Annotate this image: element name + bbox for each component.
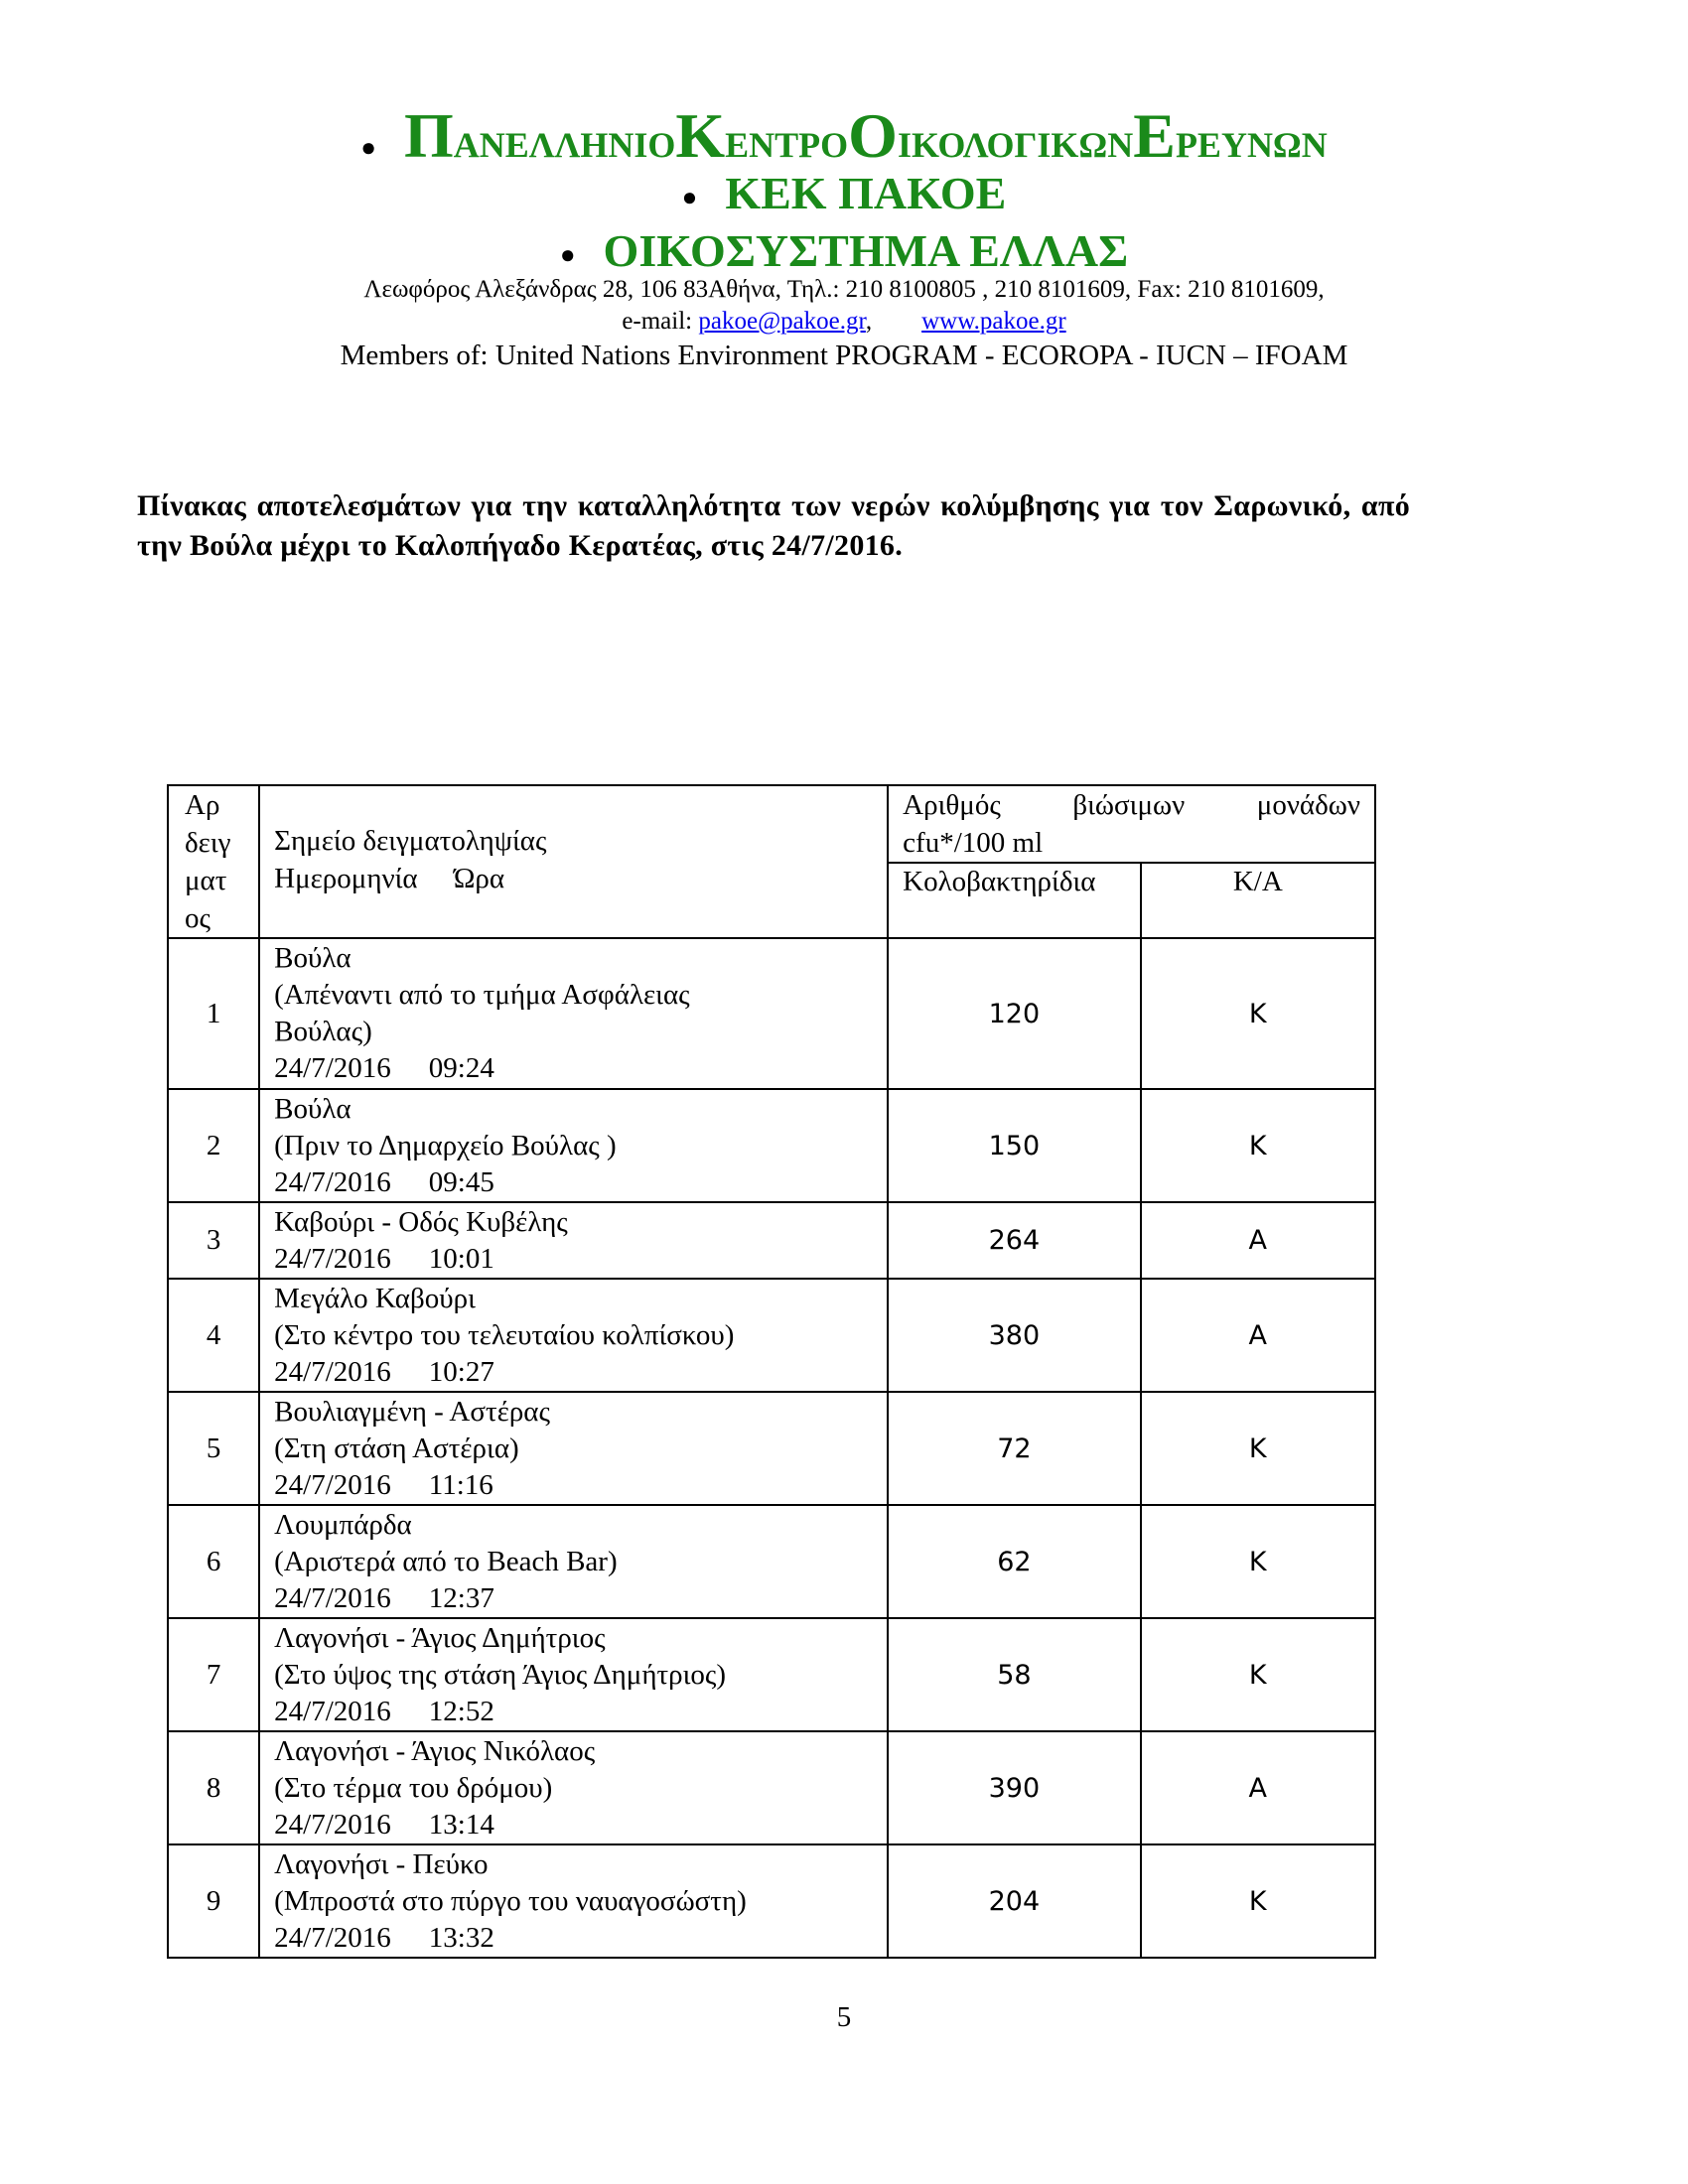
suitability-cell: Α bbox=[1141, 1279, 1375, 1392]
date-time-line bbox=[274, 1920, 887, 1957]
location-line: (Στη στάση Αστέρια) bbox=[274, 1432, 519, 1464]
table-row bbox=[168, 938, 1375, 1089]
coliform-value-cell: 72 bbox=[888, 1392, 1140, 1505]
sample-date: 24/7/2016 bbox=[274, 1808, 391, 1841]
location-line: (Στο κέντρο του τελευταίου κολπίσκου) bbox=[274, 1318, 735, 1351]
sample-number-cell: 9 bbox=[168, 1844, 259, 1958]
location-line: Καβούρι - Οδός Κυβέλης bbox=[274, 1205, 568, 1238]
location-line: (Στο τέρμα του δρόμου) bbox=[274, 1771, 553, 1804]
sample-number-cell: 7 bbox=[168, 1618, 259, 1731]
coliform-value-cell: 58 bbox=[888, 1618, 1140, 1731]
sample-number-cell: 8 bbox=[168, 1731, 259, 1844]
results-body bbox=[168, 938, 1375, 1958]
sample-number-cell: 6 bbox=[168, 1505, 259, 1618]
location-line: Μεγάλο Καβούρι bbox=[274, 1282, 476, 1314]
document-title: Πίνακας αποτελεσμάτων για την καταλληλότητα των νερών κολύμβησης για τον Σαρωνικό, από την Βούλα μέχρι το Καλοπήγαδο Κερατέας, στις 24/7/2016. bbox=[137, 489, 1410, 562]
sample-date: 24/7/2016 bbox=[274, 1695, 391, 1727]
table-row bbox=[168, 1505, 1375, 1618]
date-time-line bbox=[274, 1694, 887, 1730]
sampling-point-cell bbox=[259, 1089, 888, 1202]
location-line: (Στο ύψος της στάση Άγιος Δημήτριος) bbox=[274, 1658, 727, 1691]
sample-number-cell: 3 bbox=[168, 1202, 259, 1279]
suitability-cell: Κ bbox=[1141, 1505, 1375, 1618]
date-time-line bbox=[274, 1807, 887, 1843]
sampling-point-cell bbox=[259, 1618, 888, 1731]
kek-pakoe-heading: ● ΚΕΚ ΠΑΚΟΕ bbox=[681, 168, 1007, 218]
date-time-line bbox=[274, 1467, 887, 1504]
suitability-cell: Κ bbox=[1141, 1844, 1375, 1958]
location-line: Λουμπάρδα bbox=[274, 1508, 412, 1541]
bullet-icon: ● bbox=[681, 183, 698, 212]
sample-date: 24/7/2016 bbox=[274, 1468, 391, 1501]
sample-time: 09:45 bbox=[428, 1165, 494, 1198]
header-coliforms: Κολοβακτηρίδια bbox=[888, 863, 1140, 938]
location-line: Λαγονήσι - Άγιος Δημήτριος bbox=[274, 1621, 606, 1654]
sample-number-cell: 5 bbox=[168, 1392, 259, 1505]
sample-time: 11:16 bbox=[428, 1468, 493, 1501]
location-line: Βούλα bbox=[274, 1092, 352, 1125]
coliform-value-cell: 150 bbox=[888, 1089, 1140, 1202]
bullet-icon: ● bbox=[559, 240, 576, 270]
coliform-value-cell: 264 bbox=[888, 1202, 1140, 1279]
sample-date: 24/7/2016 bbox=[274, 1355, 391, 1388]
sampling-point-cell bbox=[259, 1731, 888, 1844]
suitability-cell: Κ bbox=[1141, 1618, 1375, 1731]
date-time-line bbox=[274, 1354, 887, 1391]
table-row bbox=[168, 1279, 1375, 1392]
sampling-point-cell bbox=[259, 1202, 888, 1279]
coliform-value-cell: 390 bbox=[888, 1731, 1140, 1844]
coliform-value-cell: 204 bbox=[888, 1844, 1140, 1958]
coliform-value-cell: 120 bbox=[888, 938, 1140, 1089]
members-line: Members of: United Nations Environment PROGRAM - ECOROPA - IUCN – IFOAM bbox=[340, 340, 1348, 371]
bullet-icon: ● bbox=[360, 132, 376, 162]
header-ka: Κ/Α bbox=[1141, 863, 1375, 938]
suitability-cell: Α bbox=[1141, 1202, 1375, 1279]
sample-time: 09:24 bbox=[428, 1052, 494, 1084]
coliform-value-cell: 62 bbox=[888, 1505, 1140, 1618]
sample-date: 24/7/2016 bbox=[274, 1165, 391, 1198]
date-time-line bbox=[274, 1580, 887, 1617]
location-line: Βούλας) bbox=[274, 1016, 372, 1047]
date-time-line bbox=[274, 1164, 887, 1201]
date-time-line bbox=[274, 1241, 887, 1278]
location-line: Λαγονήσι - Πεύκο bbox=[274, 1847, 489, 1880]
sample-time: 10:01 bbox=[428, 1242, 494, 1275]
sample-number-cell: 2 bbox=[168, 1089, 259, 1202]
sample-date: 24/7/2016 bbox=[274, 1052, 391, 1084]
sample-time: 10:27 bbox=[428, 1355, 494, 1388]
website-link[interactable]: www.pakoe.gr bbox=[921, 308, 1066, 335]
sampling-point-cell bbox=[259, 1279, 888, 1392]
suitability-cell: Κ bbox=[1141, 938, 1375, 1089]
suitability-cell: Α bbox=[1141, 1731, 1375, 1844]
sample-date: 24/7/2016 bbox=[274, 1242, 391, 1275]
date-time-line bbox=[274, 1050, 887, 1087]
location-line: (Πριν το Δημαρχείο Βούλας ) bbox=[274, 1129, 617, 1161]
sample-date: 24/7/2016 bbox=[274, 1921, 391, 1954]
sample-number-cell: 4 bbox=[168, 1279, 259, 1392]
table-row bbox=[168, 1618, 1375, 1731]
sample-number-cell: 1 bbox=[168, 938, 259, 1089]
address-line: Λεωφόρος Αλεξάνδρας 28, 106 83Αθήνα, Τηλ.: 210 8100805 , 210 8101609, Fax: 210 8101609, bbox=[363, 276, 1325, 303]
sample-time: 13:14 bbox=[428, 1808, 494, 1841]
header-viable-units: Αριθμός βιώσιμων μονάδων cfu*/100 ml bbox=[888, 785, 1375, 863]
email-line: e-mail: pakoe@pakoe.gr, www.pakoe.gr bbox=[622, 308, 1066, 335]
sampling-point-cell bbox=[259, 1505, 888, 1618]
location-line: (Αριστερά από το Beach Bar) bbox=[274, 1545, 618, 1577]
location-line: (Απέναντι από το τμήμα Ασφάλειας bbox=[274, 979, 690, 1011]
email-link[interactable]: pakoe@pakoe.gr bbox=[698, 308, 866, 335]
results-table bbox=[167, 784, 1376, 1959]
location-line: Λαγονήσι - Άγιος Νικόλαος bbox=[274, 1734, 596, 1767]
table-row bbox=[168, 1731, 1375, 1844]
table-row bbox=[168, 1844, 1375, 1958]
sampling-point-cell bbox=[259, 1392, 888, 1505]
ecosystem-heading: ● ΟΙΚΟΣΥΣΤΗΜΑ ΕΛΛΑΣ bbox=[559, 225, 1129, 276]
org-name-heading: ● ΠΑΝΕΛΛΗΝΙΟΚΕΝΤΡΟΟΙΚΟΛΟΓΙΚΩΝΕΡΕΥΝΩΝ bbox=[360, 100, 1328, 171]
coliform-value-cell: 380 bbox=[888, 1279, 1140, 1392]
table-row bbox=[168, 1089, 1375, 1202]
suitability-cell: Κ bbox=[1141, 1392, 1375, 1505]
table-row bbox=[168, 1202, 1375, 1279]
location-line: Βούλα bbox=[274, 942, 352, 974]
sampling-point-cell bbox=[259, 1844, 888, 1958]
page-number: 5 bbox=[836, 2001, 852, 2033]
sampling-point-cell bbox=[259, 938, 888, 1089]
sample-time: 12:52 bbox=[428, 1695, 494, 1727]
location-line: Βουλιαγμένη - Αστέρας bbox=[274, 1395, 550, 1428]
table-row bbox=[168, 1392, 1375, 1505]
location-line: (Μπροστά στο πύργο του ναυαγοσώστη) bbox=[274, 1884, 747, 1917]
header-sample-number: Αρ δειγ ματ ος bbox=[168, 785, 259, 938]
header-sampling-point: Σημείο δειγματοληψίας Ημερομηνία Ώρα bbox=[259, 785, 888, 938]
suitability-cell: Κ bbox=[1141, 1089, 1375, 1202]
sample-date: 24/7/2016 bbox=[274, 1581, 391, 1614]
sample-time: 13:32 bbox=[428, 1921, 494, 1954]
sample-time: 12:37 bbox=[428, 1581, 494, 1614]
